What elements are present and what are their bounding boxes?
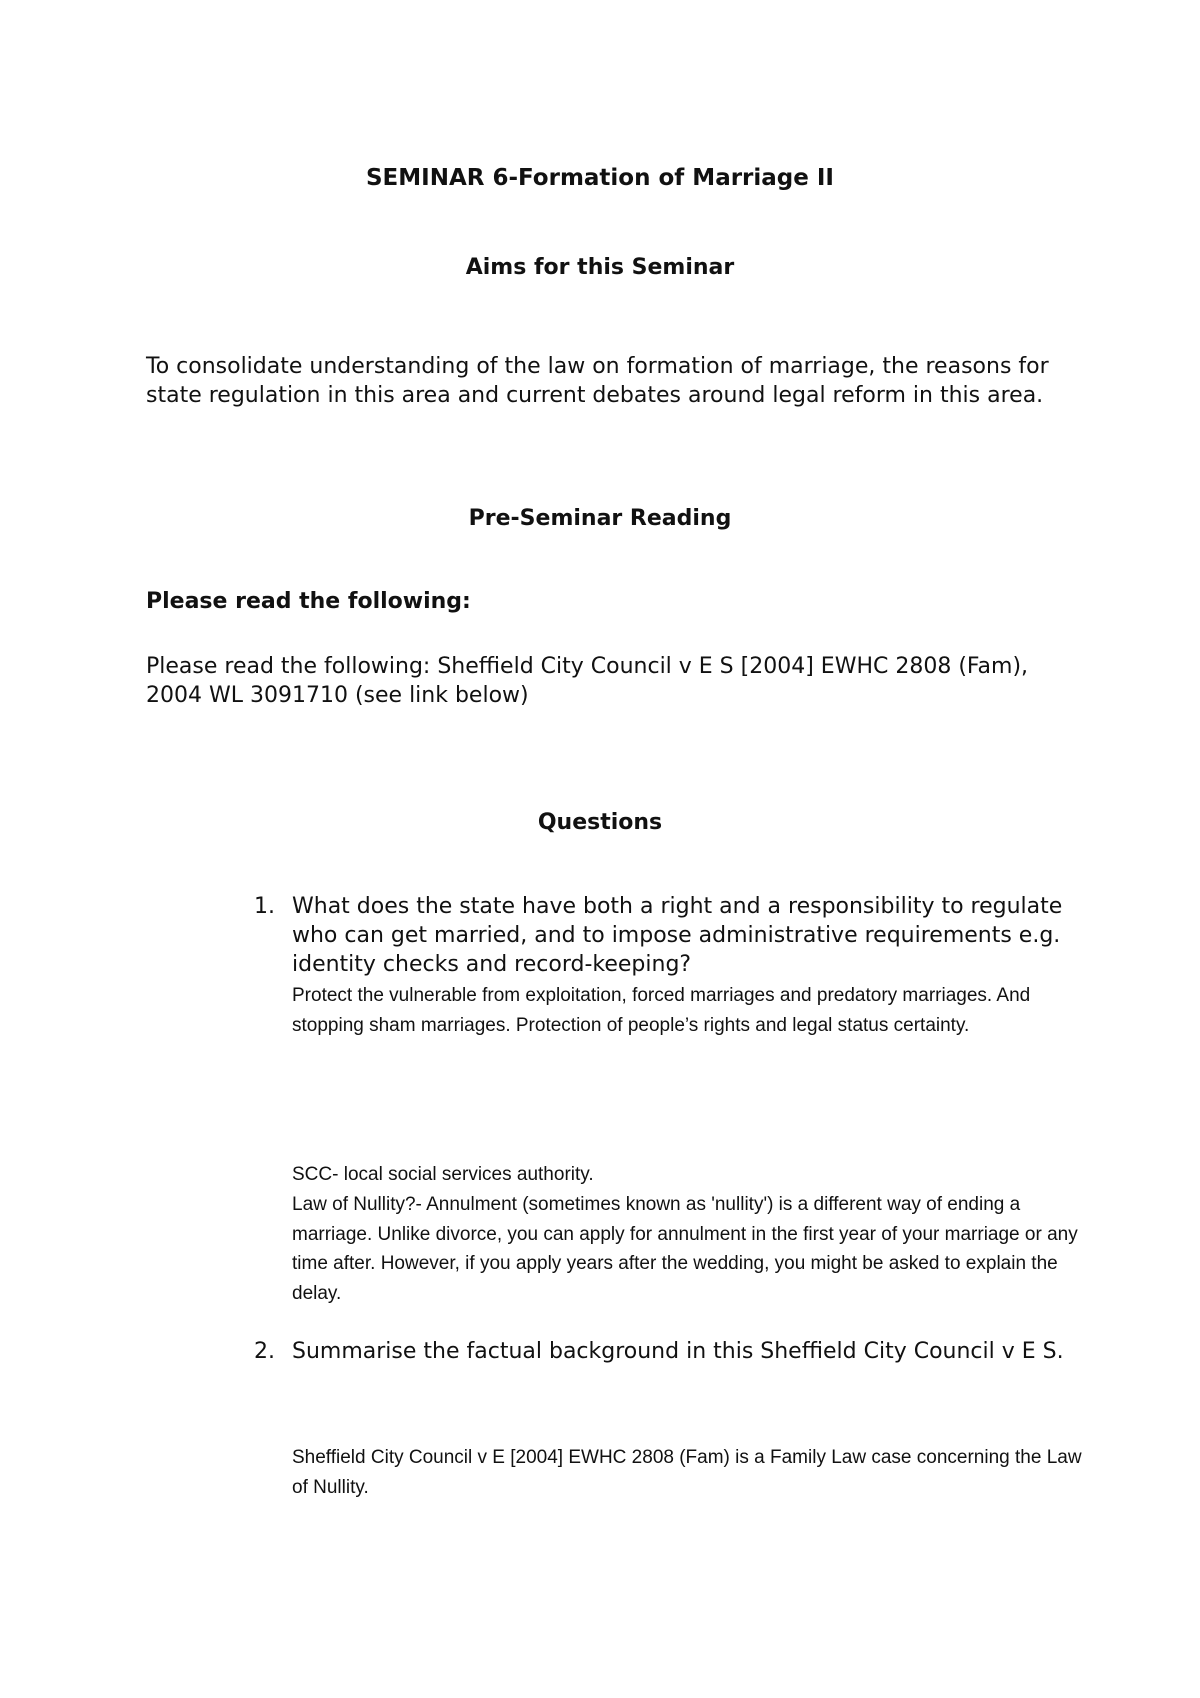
question-1-text: What does the state have both a right and a responsibility to regulate who can get married, and to impose administrative requirements e.g. identity checks and record-keeping? [292, 894, 1063, 977]
question-2-text: Summarise the factual background in this Sheffield City Council v E S. [292, 1339, 1064, 1364]
questions-heading: Questions [537, 810, 663, 835]
document-title: SEMINAR 6-Formation of Marriage II [365, 165, 834, 191]
question-1-number: 1. [254, 894, 275, 919]
aims-heading: Aims for this Seminar [465, 255, 735, 280]
question-1-answer: Protect the vulnerable from exploitation, forced marriages and predatory marriages. And stopping sham marriages. Protection of people’s rights and legal status certainty. [292, 985, 1031, 1036]
reading-text: Please read the following: Sheffield City Council v E S [2004] EWHC 2808 (Fam), 2004 WL 3091710 (see link below) [146, 654, 1029, 708]
aims-text: To consolidate understanding of the law on formation of marriage, the reasons for state regulation in this area and current debates around legal reform in this area. [146, 354, 1049, 408]
question-1-note-nullity: Law of Nullity?- Annulment (sometimes known as 'nullity') is a different way of ending a marriage. Unlike divorce, you can apply for annulment in the first year of your marriage or any time after. However, if you apply years after the wedding, you might be asked to explain the delay. [292, 1194, 1078, 1304]
reading-heading: Pre-Seminar Reading [468, 506, 732, 531]
question-2-answer: Sheffield City Council v E [2004] EWHC 2808 (Fam) is a Family Law case concerning the Law of Nullity. [292, 1447, 1082, 1498]
reading-subheading: Please read the following: [146, 589, 471, 614]
question-1-note-scc: SCC- local social services authority. [292, 1164, 594, 1185]
question-2-number: 2. [254, 1339, 275, 1364]
